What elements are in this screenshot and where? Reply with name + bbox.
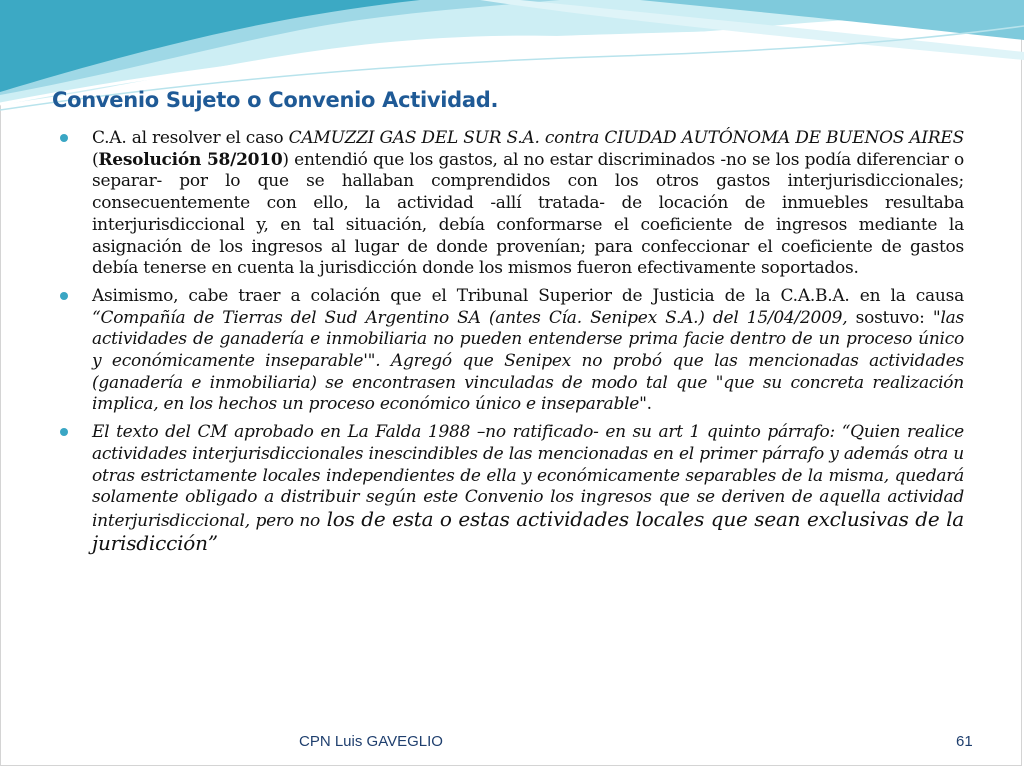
bullet-text-run: C.A. al resolver el caso (92, 128, 289, 148)
bullet-dot-icon (60, 428, 68, 436)
slide-title: Convenio Sujeto o Convenio Actividad. (52, 88, 499, 112)
bullet-text (92, 422, 964, 556)
bullet-dot-icon (60, 134, 68, 142)
resolution-bold: Resolución 58/2010 (98, 149, 283, 170)
page-number: 61 (956, 733, 973, 750)
case-name-italic: CAMUZZI GAS DEL SUR S.A. contra CIUDAD AUTÓNOMA DE BUENOS AIRES (288, 128, 964, 148)
bullet-text-run: ( (92, 149, 99, 170)
bullet-item (60, 422, 964, 556)
bullet-text-run: ) entendió que los gastos, al no estar discriminados -no se los podía diferenciar o separar- por lo que se hallaban comprendidos con los otros gastos interjurisdiccionales; consecuentemente con ello, la actividad -allí tratada- de locación de inmuebles resultaba interjurisdiccional y, en tal situación, debía conformarse el coeficiente de ingresos mediante la asignación de los ingresos al lugar de donde provenían; para confeccionar el coeficiente de gastos debía tenerse en cuenta la jurisdicción donde los mismos fueron efectivamente soportados. (92, 149, 964, 279)
bullet-dot-icon (60, 292, 68, 300)
quote-italic-large: los de esta o estas actividades locales que sean exclusivas de la jurisdicción” (92, 506, 964, 555)
bullet-list (60, 128, 964, 562)
bullet-item (60, 286, 964, 416)
quote-italic: "las actividades de ganadería e inmobiliaria no pueden entenderse prima facie dentro de un proceso único y económicamente inseparable'". Agregó que Senipex no probó que las mencionadas actividades (ganadería e inmobiliaria) se encontrasen vinculadas de modo tal que "que su concreta realización implica, en los hechos un proceso económico único e inseparable" (92, 307, 964, 415)
quote-italic: El texto del CM aprobado en La Falda 1988 –no ratificado- en su art 1 quinto párrafo: “Quien realice actividades interjurisdiccionales inescindibles de las mencionadas en el primer párrafo y además otra u otras estrictamente locales independientes de ella y económicamente separables de la misma, quedará solamente obligado a distribuir según este Convenio los ingresos que se deriven de aquella actividad interjurisdiccional, pero no (92, 422, 964, 531)
footer-author: CPN Luis GAVEGLIO (299, 733, 443, 750)
bullet-text (92, 286, 964, 416)
bullet-text-run: sostuvo: (847, 307, 933, 328)
bullet-text-run: . (646, 394, 652, 415)
bullet-text (92, 128, 964, 280)
bullet-item (60, 128, 964, 280)
case-name-italic: “Compañía de Tierras del Sud Argentino SA (antes Cía. Senipex S.A.) del 15/04/2009, (92, 307, 848, 328)
bullet-text-run: Asimismo, cabe traer a colación que el Tribunal Superior de Justicia de la C.A.B.A. en la causa (92, 285, 964, 306)
